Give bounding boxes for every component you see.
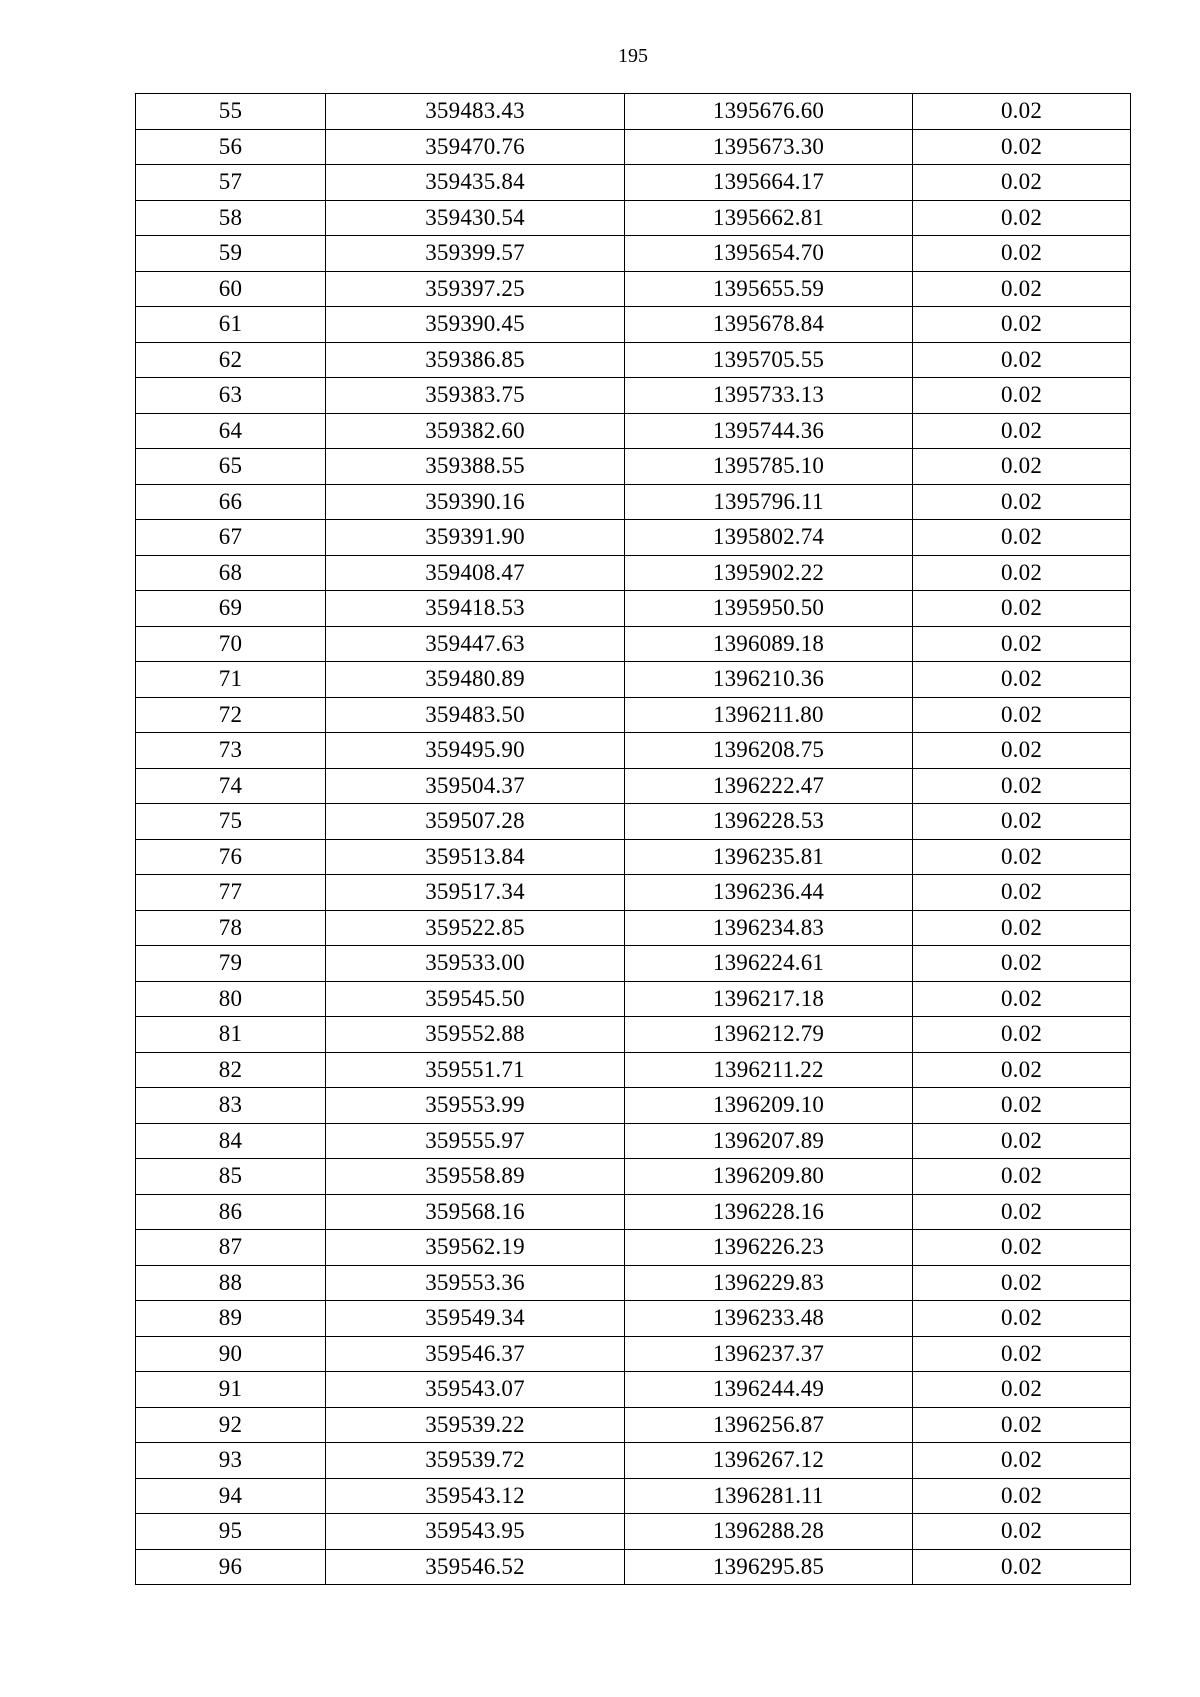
y-coordinate-cell: 1396267.12: [625, 1443, 913, 1479]
value-cell: 0.02: [913, 342, 1131, 378]
coordinates-table: [135, 93, 1131, 1585]
value-cell: 0.02: [913, 1336, 1131, 1372]
x-coordinate-cell: 359517.34: [326, 875, 625, 911]
x-coordinate-cell: 359483.50: [326, 697, 625, 733]
x-coordinate-cell: 359386.85: [326, 342, 625, 378]
x-coordinate-cell: 359546.37: [326, 1336, 625, 1372]
table-row: [136, 165, 1131, 201]
table-row: [136, 1372, 1131, 1408]
y-coordinate-cell: 1395654.70: [625, 236, 913, 272]
point-number-cell: 86: [136, 1194, 326, 1230]
point-number-cell: 76: [136, 839, 326, 875]
table-row: [136, 1443, 1131, 1479]
point-number-cell: 68: [136, 555, 326, 591]
table-row: [136, 1194, 1131, 1230]
point-number-cell: 57: [136, 165, 326, 201]
y-coordinate-cell: 1396211.80: [625, 697, 913, 733]
table-row: [136, 839, 1131, 875]
y-coordinate-cell: 1395678.84: [625, 307, 913, 343]
table-row: [136, 271, 1131, 307]
value-cell: 0.02: [913, 662, 1131, 698]
point-number-cell: 95: [136, 1514, 326, 1550]
point-number-cell: 82: [136, 1052, 326, 1088]
x-coordinate-cell: 359470.76: [326, 129, 625, 165]
point-number-cell: 60: [136, 271, 326, 307]
y-coordinate-cell: 1395902.22: [625, 555, 913, 591]
y-coordinate-cell: 1396208.75: [625, 733, 913, 769]
y-coordinate-cell: 1396209.80: [625, 1159, 913, 1195]
point-number-cell: 84: [136, 1123, 326, 1159]
value-cell: 0.02: [913, 1372, 1131, 1408]
table-row: [136, 94, 1131, 130]
point-number-cell: 93: [136, 1443, 326, 1479]
x-coordinate-cell: 359430.54: [326, 200, 625, 236]
x-coordinate-cell: 359383.75: [326, 378, 625, 414]
x-coordinate-cell: 359568.16: [326, 1194, 625, 1230]
y-coordinate-cell: 1396089.18: [625, 626, 913, 662]
point-number-cell: 58: [136, 200, 326, 236]
x-coordinate-cell: 359418.53: [326, 591, 625, 627]
y-coordinate-cell: 1396228.16: [625, 1194, 913, 1230]
x-coordinate-cell: 359382.60: [326, 413, 625, 449]
table-row: [136, 875, 1131, 911]
value-cell: 0.02: [913, 413, 1131, 449]
value-cell: 0.02: [913, 94, 1131, 130]
y-coordinate-cell: 1396224.61: [625, 946, 913, 982]
y-coordinate-cell: 1396256.87: [625, 1407, 913, 1443]
value-cell: 0.02: [913, 1407, 1131, 1443]
point-number-cell: 78: [136, 910, 326, 946]
point-number-cell: 81: [136, 1017, 326, 1053]
y-coordinate-cell: 1395676.60: [625, 94, 913, 130]
table-row: [136, 981, 1131, 1017]
table-row: [136, 200, 1131, 236]
x-coordinate-cell: 359562.19: [326, 1230, 625, 1266]
table-row: [136, 1123, 1131, 1159]
table-row: [136, 307, 1131, 343]
point-number-cell: 85: [136, 1159, 326, 1195]
x-coordinate-cell: 359546.52: [326, 1549, 625, 1585]
y-coordinate-cell: 1396229.83: [625, 1265, 913, 1301]
x-coordinate-cell: 359539.22: [326, 1407, 625, 1443]
point-number-cell: 77: [136, 875, 326, 911]
point-number-cell: 72: [136, 697, 326, 733]
value-cell: 0.02: [913, 1194, 1131, 1230]
value-cell: 0.02: [913, 200, 1131, 236]
value-cell: 0.02: [913, 733, 1131, 769]
table-row: [136, 733, 1131, 769]
y-coordinate-cell: 1396212.79: [625, 1017, 913, 1053]
x-coordinate-cell: 359553.99: [326, 1088, 625, 1124]
table-row: [136, 1052, 1131, 1088]
y-coordinate-cell: 1395950.50: [625, 591, 913, 627]
x-coordinate-cell: 359558.89: [326, 1159, 625, 1195]
point-number-cell: 75: [136, 804, 326, 840]
y-coordinate-cell: 1395655.59: [625, 271, 913, 307]
table-row: [136, 1230, 1131, 1266]
value-cell: 0.02: [913, 1230, 1131, 1266]
point-number-cell: 73: [136, 733, 326, 769]
x-coordinate-cell: 359522.85: [326, 910, 625, 946]
value-cell: 0.02: [913, 165, 1131, 201]
point-number-cell: 94: [136, 1478, 326, 1514]
y-coordinate-cell: 1396210.36: [625, 662, 913, 698]
x-coordinate-cell: 359551.71: [326, 1052, 625, 1088]
x-coordinate-cell: 359513.84: [326, 839, 625, 875]
point-number-cell: 79: [136, 946, 326, 982]
table-row: [136, 378, 1131, 414]
y-coordinate-cell: 1396236.44: [625, 875, 913, 911]
value-cell: 0.02: [913, 839, 1131, 875]
value-cell: 0.02: [913, 981, 1131, 1017]
y-coordinate-cell: 1396295.85: [625, 1549, 913, 1585]
value-cell: 0.02: [913, 129, 1131, 165]
point-number-cell: 65: [136, 449, 326, 485]
value-cell: 0.02: [913, 626, 1131, 662]
point-number-cell: 91: [136, 1372, 326, 1408]
x-coordinate-cell: 359552.88: [326, 1017, 625, 1053]
x-coordinate-cell: 359480.89: [326, 662, 625, 698]
y-coordinate-cell: 1396237.37: [625, 1336, 913, 1372]
point-number-cell: 69: [136, 591, 326, 627]
table-row: [136, 1336, 1131, 1372]
y-coordinate-cell: 1395705.55: [625, 342, 913, 378]
x-coordinate-cell: 359408.47: [326, 555, 625, 591]
y-coordinate-cell: 1396244.49: [625, 1372, 913, 1408]
point-number-cell: 66: [136, 484, 326, 520]
value-cell: 0.02: [913, 1123, 1131, 1159]
x-coordinate-cell: 359483.43: [326, 94, 625, 130]
x-coordinate-cell: 359543.95: [326, 1514, 625, 1550]
value-cell: 0.02: [913, 1017, 1131, 1053]
table-row: [136, 1301, 1131, 1337]
table-row: [136, 626, 1131, 662]
x-coordinate-cell: 359533.00: [326, 946, 625, 982]
value-cell: 0.02: [913, 1088, 1131, 1124]
table-row: [136, 236, 1131, 272]
value-cell: 0.02: [913, 1443, 1131, 1479]
y-coordinate-cell: 1395785.10: [625, 449, 913, 485]
x-coordinate-cell: 359390.16: [326, 484, 625, 520]
table-row: [136, 1159, 1131, 1195]
table-row: [136, 1514, 1131, 1550]
point-number-cell: 88: [136, 1265, 326, 1301]
y-coordinate-cell: 1395796.11: [625, 484, 913, 520]
point-number-cell: 55: [136, 94, 326, 130]
table-row: [136, 910, 1131, 946]
value-cell: 0.02: [913, 484, 1131, 520]
point-number-cell: 61: [136, 307, 326, 343]
coordinates-table-body: [136, 94, 1131, 1585]
point-number-cell: 67: [136, 520, 326, 556]
y-coordinate-cell: 1396226.23: [625, 1230, 913, 1266]
point-number-cell: 59: [136, 236, 326, 272]
table-row: [136, 1088, 1131, 1124]
y-coordinate-cell: 1396234.83: [625, 910, 913, 946]
x-coordinate-cell: 359504.37: [326, 768, 625, 804]
page-number: 195: [618, 45, 648, 67]
x-coordinate-cell: 359539.72: [326, 1443, 625, 1479]
table-row: [136, 1017, 1131, 1053]
point-number-cell: 83: [136, 1088, 326, 1124]
x-coordinate-cell: 359543.12: [326, 1478, 625, 1514]
value-cell: 0.02: [913, 378, 1131, 414]
table-row: [136, 591, 1131, 627]
point-number-cell: 71: [136, 662, 326, 698]
y-coordinate-cell: 1395664.17: [625, 165, 913, 201]
table-row: [136, 1265, 1131, 1301]
x-coordinate-cell: 359399.57: [326, 236, 625, 272]
x-coordinate-cell: 359435.84: [326, 165, 625, 201]
table-row: [136, 520, 1131, 556]
x-coordinate-cell: 359555.97: [326, 1123, 625, 1159]
point-number-cell: 64: [136, 413, 326, 449]
y-coordinate-cell: 1396235.81: [625, 839, 913, 875]
value-cell: 0.02: [913, 697, 1131, 733]
point-number-cell: 63: [136, 378, 326, 414]
y-coordinate-cell: 1395744.36: [625, 413, 913, 449]
y-coordinate-cell: 1395733.13: [625, 378, 913, 414]
table-row: [136, 449, 1131, 485]
y-coordinate-cell: 1396222.47: [625, 768, 913, 804]
x-coordinate-cell: 359553.36: [326, 1265, 625, 1301]
value-cell: 0.02: [913, 236, 1131, 272]
table-row: [136, 1407, 1131, 1443]
table-row: [136, 342, 1131, 378]
y-coordinate-cell: 1395802.74: [625, 520, 913, 556]
point-number-cell: 62: [136, 342, 326, 378]
x-coordinate-cell: 359507.28: [326, 804, 625, 840]
value-cell: 0.02: [913, 946, 1131, 982]
table-row: [136, 129, 1131, 165]
y-coordinate-cell: 1396288.28: [625, 1514, 913, 1550]
value-cell: 0.02: [913, 1159, 1131, 1195]
value-cell: 0.02: [913, 1052, 1131, 1088]
y-coordinate-cell: 1396207.89: [625, 1123, 913, 1159]
y-coordinate-cell: 1396217.18: [625, 981, 913, 1017]
x-coordinate-cell: 359390.45: [326, 307, 625, 343]
x-coordinate-cell: 359397.25: [326, 271, 625, 307]
point-number-cell: 56: [136, 129, 326, 165]
value-cell: 0.02: [913, 520, 1131, 556]
table-row: [136, 662, 1131, 698]
point-number-cell: 92: [136, 1407, 326, 1443]
value-cell: 0.02: [913, 875, 1131, 911]
x-coordinate-cell: 359545.50: [326, 981, 625, 1017]
x-coordinate-cell: 359495.90: [326, 733, 625, 769]
x-coordinate-cell: 359388.55: [326, 449, 625, 485]
table-row: [136, 768, 1131, 804]
table-row: [136, 555, 1131, 591]
point-number-cell: 87: [136, 1230, 326, 1266]
point-number-cell: 90: [136, 1336, 326, 1372]
value-cell: 0.02: [913, 307, 1131, 343]
value-cell: 0.02: [913, 804, 1131, 840]
y-coordinate-cell: 1395673.30: [625, 129, 913, 165]
y-coordinate-cell: 1395662.81: [625, 200, 913, 236]
value-cell: 0.02: [913, 1478, 1131, 1514]
table-row: [136, 484, 1131, 520]
x-coordinate-cell: 359549.34: [326, 1301, 625, 1337]
x-coordinate-cell: 359391.90: [326, 520, 625, 556]
value-cell: 0.02: [913, 449, 1131, 485]
value-cell: 0.02: [913, 271, 1131, 307]
y-coordinate-cell: 1396228.53: [625, 804, 913, 840]
point-number-cell: 80: [136, 981, 326, 1017]
value-cell: 0.02: [913, 591, 1131, 627]
point-number-cell: 96: [136, 1549, 326, 1585]
table-row: [136, 804, 1131, 840]
point-number-cell: 70: [136, 626, 326, 662]
x-coordinate-cell: 359447.63: [326, 626, 625, 662]
y-coordinate-cell: 1396209.10: [625, 1088, 913, 1124]
table-row: [136, 1478, 1131, 1514]
value-cell: 0.02: [913, 1265, 1131, 1301]
y-coordinate-cell: 1396281.11: [625, 1478, 913, 1514]
y-coordinate-cell: 1396211.22: [625, 1052, 913, 1088]
y-coordinate-cell: 1396233.48: [625, 1301, 913, 1337]
point-number-cell: 74: [136, 768, 326, 804]
x-coordinate-cell: 359543.07: [326, 1372, 625, 1408]
table-row: [136, 413, 1131, 449]
point-number-cell: 89: [136, 1301, 326, 1337]
value-cell: 0.02: [913, 1549, 1131, 1585]
value-cell: 0.02: [913, 1301, 1131, 1337]
value-cell: 0.02: [913, 555, 1131, 591]
value-cell: 0.02: [913, 768, 1131, 804]
table-row: [136, 946, 1131, 982]
table-row: [136, 697, 1131, 733]
value-cell: 0.02: [913, 910, 1131, 946]
table-row: [136, 1549, 1131, 1585]
value-cell: 0.02: [913, 1514, 1131, 1550]
